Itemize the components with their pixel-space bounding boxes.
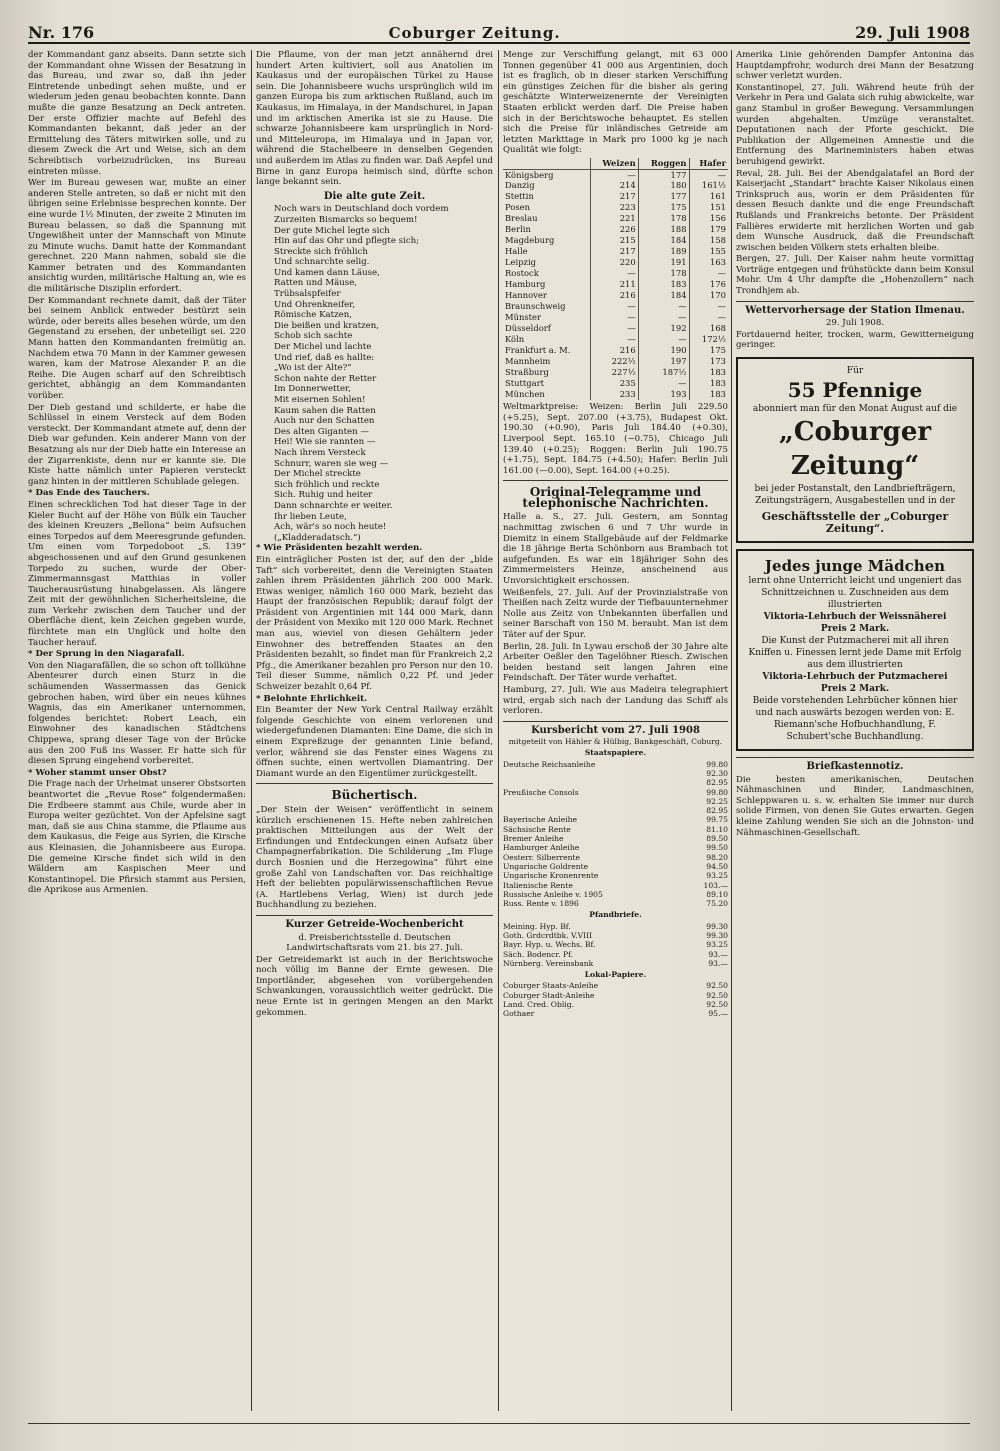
stock-price: 92.25	[706, 796, 728, 806]
grain-row	[503, 202, 728, 213]
article-paragraph: Der Getreidemarkt ist auch in der Berichtswoche noch völlig im Banne der Ernte gewesen. Die Importländer, abgesehen von vorübergehenden Schwankungen, voraussichtlich weiter gedrückt. Die neue Ernte ist in geringen Mengen an den Markt gekommen.	[256, 954, 493, 1018]
grain-price: 168	[689, 323, 728, 334]
stock-row	[503, 806, 728, 815]
grain-row	[503, 323, 728, 334]
ad-text: Beide vorstehenden Lehrbücher können hier und nach auswärts bezogen werden von: E. Riemann'sche Hofbuchhandlung, F. Schubert'sche Buchhandlung.	[752, 696, 958, 743]
section-title: Briefkastennotiz.	[806, 761, 904, 773]
grain-row	[503, 180, 728, 191]
ad-book: Viktoria-Lehrbuch der Putzmacherei	[762, 672, 948, 683]
telegram: Halle a. S., 27. Juli. Gestern, am Sonntag nachmittag zwischen 6 und 7 Uhr wurde in Diemitz in einem Stallgebäude auf der Feldmarke die 18 jährige Berta Schönborn aus Brambach tot aufgefunden. Es war ein 18jähriger Sohn des Zimmermeisters Heinze, anscheinend aus Unvorsichtigkeit erschossen.	[503, 512, 728, 587]
stock-name: Bayr. Hyp. u. Wechs. Bf.	[503, 940, 596, 950]
divider	[256, 915, 493, 916]
grain-city: Berlin	[505, 224, 531, 235]
grain-row	[503, 290, 728, 301]
stock-price: 75.20	[706, 899, 728, 909]
telegram: Bergen, 27. Juli. Der Kaiser nahm heute vormittag Vorträge entgegen und frühstückte dann beim Konsul Mohr. Um 4 Uhr dampfte die „Hohenzollern“ nach Trondhjem ab.	[736, 254, 974, 297]
article-paragraph: Von den Niagarafällen, die so schon oft tollkühne Abenteurer durch einen Sturz in die schäumenden Wassermassen das Genick gebrochen haben, wird über ein neues kühnes Wagnis, das ein Amerikaner unternommen, folgendes berichtet: Robert Leach, ein Einwohner des kanadischen Städtchens Chippewa, sprang dieser Tage von der Brücke aus den 200 Fuß ins Wasser. Er hatte sich für diesen Sprung eingehend vorbereitet.	[28, 660, 246, 767]
stock-name: Italienische Rente	[503, 880, 573, 890]
article-paragraph: der Kommandant ganz abseits. Dann setzte sich der Kommandant ohne Wissen der Besatzung in das Bureau, und zwar so, daß ihn jeder Eintretende unbedingt sehen mußte, und er wiederum jeden genau beobachten konnte. Dann mußte die ganze Besatzung an Deck antreten. Der erste Offizier machte auf Befehl des Kommandanten bekannt, daß jeder an der Ermittelung des Täters mitwirken solle, und zu diesem Zweck die Art und Weise, sich an dem Schreibtisch vorbeizudrücken, ins Bureau eintreten müsse.	[28, 50, 246, 177]
stock-name: Säch. Bodencr. Pf.	[503, 949, 574, 959]
grain-price: —	[689, 169, 728, 180]
poem-line: Noch wars in Deutschland doch vordem	[274, 204, 449, 215]
masthead	[28, 22, 970, 44]
stock-name: Preußische Consols	[503, 787, 579, 797]
grain-price: —	[638, 301, 689, 312]
ad-office: Geschäftsstelle der „Coburger Zeitung“.	[761, 510, 949, 536]
telegram: Reval, 28. Juli. Bei der Abendgalatafel an Bord der Kaiserjacht „Standart“ brachte Kaiser Nikolaus einen Trinkspruch aus, worin er dem Präsidenten für dessen Besuch dankte und die enge Freundschaft Rußlands und Frankreichs betonte. Der Präsident Fallières erwiderte mit herzlichen Worten und gab dem Wunsche Ausdruck, daß die Freundschaft zwischen beiden Völkern stets erhalten bleibe.	[736, 168, 974, 253]
article-paragraph: Ein einträglicher Posten ist der, auf den der „blde Taft“ sich vorbereitet, denn die Vereinigten Staaten zahlen ihrem Präsidenten jährlich 200 000 Mark. Etwas weniger, nämlich 160 000 Mark, bezieht das Haupt der französischen Republik; darauf folgt der Präsident von Argentinien mit 144 000 Mark, dann der Präsident von Mexiko mit 120 000 Mark. Rechnet man aus, wieviel von diesen Gehältern jeder Einwohner des betreffenden Staates an den Präsidenten bezahlt, so findet man für Frankreich 2,2 Pfg., die Amerikaner bezahlen pro Person nur den 10. Teil dieser Summe, nämlich 0,22 Pf. und jeder Schweizer bezahlt 0,64 Pf.	[256, 554, 493, 693]
poem-line: Hin auf das Ohr und pflegte sich;	[274, 236, 420, 247]
grain-row	[503, 356, 728, 367]
stock-name: Sächsische Rente	[503, 824, 571, 834]
stock-row	[503, 959, 728, 968]
newspaper-title: Coburger Zeitung.	[388, 24, 561, 42]
stock-price: 92.30	[706, 768, 728, 778]
stock-row	[503, 871, 728, 880]
stock-price: 95.—	[708, 1009, 728, 1019]
grain-city: Halle	[505, 246, 528, 257]
article-paragraph: Wer im Bureau gewesen war, mußte an einer anderen Stelle antreten, so daß er nicht mit den übrigen seine Erlebnisse besprechen konnte. Der eine wurde 1½ Minuten, der zweite 2 Minuten im Bureau belassen, so daß die Spannung mit Ungewißheit unter der Mannschaft von Minute zu Minute wuchs. Damit hatte der Kommandant gerechnet. 220 Mann nahmen, sobald sie die Kammer betraten und des Kommandanten ansichtig wurden, militärische Haltung an, wie es die militärische Disziplin erfordert.	[28, 178, 246, 295]
grain-price: 183	[638, 279, 689, 290]
grain-price: —	[590, 312, 638, 323]
grain-price: 187½	[638, 367, 689, 378]
stock-row	[503, 931, 728, 940]
grain-price: 222½	[590, 356, 638, 367]
stock-row	[503, 778, 728, 787]
section-title: Kurzer Getreide-Wochenbericht	[285, 918, 464, 930]
grain-price: 233	[590, 389, 638, 400]
ad-text: lernt ohne Unterricht leicht und ungeniert das Schnittzeichnen u. Zuschneiden aus dem illustrierten	[748, 576, 962, 611]
weather-title: Wettervorhersage der Station Ilmenau.	[745, 304, 965, 316]
stock-name: Nürnberg. Vereinsbank	[503, 958, 594, 968]
divider	[503, 480, 728, 481]
stock-price: 98.20	[706, 852, 728, 862]
ad-price: Preis 2 Mark.	[820, 684, 890, 695]
grain-price: —	[590, 334, 638, 345]
grain-price-table	[503, 158, 728, 400]
grain-price: —	[590, 169, 638, 180]
telegram: Weißenfels, 27. Juli. Auf der Provinzialstraße von Theißen nach Zeitz wurde der Tiefbauunternehmer Nolle aus Zeitz von Unbekannten überfallen und seiner Barschaft von 150 M. beraubt. Man ist dem Täter auf der Spur.	[503, 587, 728, 640]
grain-price: 163	[689, 257, 728, 268]
stock-price: 99.30	[706, 930, 728, 940]
telegram: Berlin, 28. Juli. In Lywau erschoß der 30 Jahre alte Arbeiter Oeßler den Tagelöhner Riesch. Zwischen beiden bestand seit langen Jahren eine Feindschaft. Der Täter wurde verhaftet.	[503, 641, 728, 684]
stock-row	[503, 1000, 728, 1009]
stock-row	[503, 981, 728, 990]
grain-city: Münster	[505, 312, 541, 323]
stock-row	[503, 760, 728, 769]
grain-city: Hannover	[505, 290, 547, 301]
article-heading: * Woher stammt unser Obst?	[28, 767, 167, 778]
article-paragraph: „Der Stein der Weisen“ veröffentlicht in seinem kürzlich erschienenen 15. Hefte neben zahlreichen praktischen Mitteilungen aus der Welt der Erfindungen und Entdeckungen einen Aufsatz über Champagnerfabrikation. Die Schilderung „Im Fluge durch Bosnien und die Herzegowina“ führt eine große Zahl von Landschaften vor. Das reichhaltige Heft der beliebten populärwissenschaftlichen Revue (A. Hartlebens Verlag, Wien) ist durch jede Buchhandlung zu beziehen.	[256, 804, 493, 911]
poem-line: Schon nahte der Retter	[274, 373, 377, 384]
stock-row	[503, 843, 728, 852]
grain-city: Frankfurt a. M.	[505, 345, 571, 356]
stock-price: 99.50	[706, 843, 728, 853]
stock-row	[503, 991, 728, 1000]
grain-price: 173	[689, 356, 728, 367]
stock-price: 92.50	[706, 981, 728, 991]
section-title: Büchertisch.	[331, 788, 418, 803]
poem-line: Nach ihrem Versteck	[274, 447, 366, 458]
poem-line: Sich. Ruhig und heiter	[274, 490, 373, 501]
stock-report	[503, 726, 728, 1019]
poem-line: Und schnarchte selig.	[274, 257, 370, 268]
world-market-prices: Weltmarktpreise: Weizen: Berlin Juli 229.50 (+5.25), Sept. 207.00 (+3.75), Budapest Okt. 190.30 (+0.90), Paris Juli 184.40 (+0.30), Liverpool Sept. 165.10 (−0.75), Chicago Juli 139.40 (+0.25); Roggen: Berlin Juli 190.75 (+1.75), Sept. 184.75 (+4.50); Hafer: Berlin Juli 161.00 (—0.00), Sept. 164.00 (+0.25).	[503, 402, 728, 476]
stock-row	[503, 881, 728, 890]
ad-prefix: Für	[846, 366, 864, 377]
grain-column-header: Hafer	[689, 158, 728, 169]
stock-price: 81.10	[706, 824, 728, 834]
article-paragraph: Menge zur Verschiffung gelangt, mit 63 000 Tonnen gegenüber 41 000 aus Argentinien, doch ist es fraglich, ob in dieser starken Verschiffung ein günstiges Zeichen für die bisher als gering geschätzte Winterweizenernte der Vereinigten Staaten erblickt werden darf. Die Preise haben sich in der Berichtswoche behauptet. Es stellen sich die Preise für inländisches Getreide am letzten Markttage in Mark pro 1000 kg je nach Qualität wie folgt:	[503, 50, 728, 156]
article-paragraph: Die Pflaume, von der man jetzt annähernd drei hundert Arten kultiviert, soll aus Anatolien im Kaukasus und der europäischen Türkei zu Hause sein. Die Johannisbeere wuchs ursprünglich wild im ganzen Europa bis zum arktischen Rußland, auch im Kaukasus, im Himalaya, in der Mandschurei, in Japan und im arktischen Amerika ist sie zu Hause. Die schwarze Johannisbeere kam ursprünglich in Nord- und Mitteleuropa, im Himalaya und in Japan vor, während die Stachelbeere in denselben Gegenden und außerdem im Atlas zu finden war. Daß Aepfel und Birne in ganz Europa heimisch sind, dürfte schon lange bekannt sein.	[256, 50, 493, 188]
stock-price: 93.—	[708, 958, 728, 968]
page-bottom-rule	[28, 1423, 970, 1437]
grain-price: 183	[689, 389, 728, 400]
stock-name: Land. Cred. Oblig.	[503, 1000, 574, 1010]
grain-price: 197	[638, 356, 689, 367]
issue-date: 29. Juli 1908	[855, 23, 970, 42]
divider	[503, 721, 728, 722]
poem-line: Der Michel streckte	[274, 469, 361, 480]
telegram: Hamburg, 27. Juli. Wie aus Madeira telegraphiert wird, ergab sich nach der Landung das Schiff als verloren.	[503, 684, 728, 717]
section-subtitle: d. Preisberichtsstelle d. Deutschen Landwirtschaftsrats vom 21. bis 27. Juli.	[286, 932, 463, 954]
poem	[256, 204, 493, 543]
article-paragraph: Ein Beamter der New York Central Railway erzählt folgende Geschichte von einem verlorenen und wiedergefundenen Diamanten: Eine Dame, die sich in einem Expreßzuge der genannten Linie befand, verlor, während sie das Fenster eines Wagens zu öffnen suchte, einen wertvollen Diamantring. Der Diamant wurde an den Eigentümer zurückgestellt.	[256, 705, 493, 779]
grain-price: 156	[689, 213, 728, 224]
grain-price: —	[638, 312, 689, 323]
stock-section-title: Pfandbriefe.	[589, 910, 642, 920]
column-rule	[731, 50, 732, 1411]
poem-line: Sich fröhlich und reckte	[274, 479, 380, 490]
grain-city: Leipzig	[505, 257, 537, 268]
divider	[736, 301, 974, 302]
grain-price: 227½	[590, 367, 638, 378]
grain-price: 235	[590, 378, 638, 389]
grain-price: —	[638, 334, 689, 345]
grain-price: 223	[590, 202, 638, 213]
subscription-ad	[736, 357, 974, 543]
stock-name: Coburger Staats-Anleihe	[503, 981, 599, 991]
stock-name: Russ. Rente v. 1896	[503, 899, 579, 909]
grain-price: 155	[689, 246, 728, 257]
stock-price: 99.80	[706, 759, 728, 769]
column-rule	[251, 50, 252, 1411]
grain-price: 220	[590, 257, 638, 268]
grain-price: —	[590, 268, 638, 279]
poem-line: Und rief, daß es hallte:	[274, 352, 375, 363]
grain-row	[503, 345, 728, 356]
grain-row	[503, 334, 728, 345]
grain-price: —	[689, 268, 728, 279]
grain-price: —	[638, 378, 689, 389]
grain-row	[503, 389, 728, 400]
grain-row	[503, 191, 728, 202]
weather-date: 29. Juli 1908.	[825, 318, 885, 329]
textbook-ad	[736, 549, 974, 751]
article-heading: * Das Ende des Tauchers.	[28, 488, 150, 499]
grain-price: 190	[638, 345, 689, 356]
grain-price: 183	[689, 378, 728, 389]
stock-price: 94.50	[706, 861, 728, 871]
grain-price: 170	[689, 290, 728, 301]
poem-line: Schob sich sachte	[274, 331, 353, 342]
grain-row	[503, 301, 728, 312]
divider	[256, 783, 493, 784]
grain-price: 151	[689, 202, 728, 213]
poem-line: Zurzeiten Bismarcks so bequem!	[274, 214, 418, 225]
grain-price: 188	[638, 224, 689, 235]
stock-row	[503, 890, 728, 899]
ad-text: abonniert man für den Monat August auf die	[752, 404, 958, 415]
grain-price: 175	[638, 202, 689, 213]
grain-price: 178	[638, 213, 689, 224]
stock-price: 93.—	[708, 949, 728, 959]
grain-price: 191	[638, 257, 689, 268]
weather-forecast: Fortdauernd heiter, trocken, warm, Gewitterneigung geringer.	[736, 329, 974, 351]
grain-price: 192	[638, 323, 689, 334]
stock-name: Hamburger Anleihe	[503, 843, 580, 853]
stock-price: 92.50	[706, 1000, 728, 1010]
grain-price: —	[590, 323, 638, 334]
poem-line: Der gute Michel legte sich	[274, 225, 390, 236]
grain-city: Königsberg	[505, 169, 554, 180]
grain-row	[503, 169, 728, 180]
column-rule	[498, 50, 499, 1411]
stock-price: 93.25	[706, 940, 728, 950]
stock-row	[503, 853, 728, 862]
poem-line: Kaum sahen die Ratten	[274, 405, 376, 416]
stock-price: 103.—	[703, 880, 728, 890]
grain-city: Posen	[505, 202, 530, 213]
column-3	[503, 50, 728, 1411]
stock-row	[503, 834, 728, 843]
grain-city: Düsseldorf	[505, 323, 551, 334]
ad-text: bei jeder Postanstalt, den Landbriefträgern, Zeitungsträgern, Ausgabestellen und in der	[754, 484, 956, 507]
stock-name: Russische Anleihe v. 1905	[503, 889, 603, 899]
grain-city: Köln	[505, 334, 525, 345]
poem-line: Auch nur den Schatten	[274, 416, 375, 427]
grain-row	[503, 224, 728, 235]
grain-price: 216	[590, 345, 638, 356]
poem-line: Ratten und Mäuse,	[274, 278, 358, 289]
grain-price: 216	[590, 290, 638, 301]
grain-city: Hamburg	[505, 279, 546, 290]
grain-price: 176	[689, 279, 728, 290]
grain-price: 184	[638, 290, 689, 301]
article-paragraph: Die Frage nach der Urheimat unserer Obstsorten beantwortet die „Revue Rose“ folgendermaßen: Die Erdbeere stammt aus Chile, wurde aber in Europa weiter gezüchtet. Von der Apfelsine sagt man, daß sie aus China stamme, die Pflaume aus dem Kaukasus, die Feige aus Syrien, die Kirsche aus Kleinasien, die Johannisbeere aus Europa. Die gemeine Kirsche findet sich wild in den Wäldern am Kaspischen Meer und Konstantinopel. Die Pfirsich stammt aus Persien, die Aprikose aus Armenien.	[28, 779, 246, 896]
stock-price: 99.80	[706, 787, 728, 797]
grain-city: Stuttgart	[505, 378, 544, 389]
poem-line: „Wo ist der Alte?“	[274, 363, 352, 374]
column-1	[28, 50, 246, 1411]
stock-name: Bayerische Anleihe	[503, 815, 578, 825]
article-paragraph: Der Dieb gestand und schilderte, er habe die Schlüssel in einem Versteck auf dem Boden versteckt. Der Kommandant atmete auf, denn der Dieb war gefunden. Kein anderer Mann von der Besatzung als nur der Dieb hatte ein Interesse an der Zigarrenkiste, denn nur er kannte sie. Die Kiste hatte nämlich unter Papieren versteckt ganz hinten in der mittleren Schublade gelegen.	[28, 402, 246, 487]
grain-price: 180	[638, 180, 689, 191]
poem-line: Streckte sich fröhlich	[274, 246, 368, 257]
divider	[736, 757, 974, 758]
section-title: Original-Telegramme und telephonische Nachrichten.	[522, 485, 709, 510]
grain-column-header: Roggen	[638, 158, 689, 169]
poem-line: („Kladderadatsch.“)	[274, 532, 361, 543]
article-paragraph: Einen schrecklichen Tod hat dieser Tage in der Kieler Bucht auf der Höhe von Bülk ein Taucher des kleinen Kreuzers „Bellona“ beim Aufsuchen eines Torpedos auf dem Meeresgrunde gefunden. Um einen vom Torpedoboot „S. 139“ abgeschossenen und auf den Grund gesunkenen Torpedo zu suchen, wurde der Ober-Zimmermannsgast Matthias in voller Taucherausrüstung hinabgelassen. Als längere Zeit mit der gewöhnlichen Sicherheitsleine, die zum Verkehr zwischen dem Taucher und der Oberfläche dient, kein Zeichen gegeben wurde, fürchtete man ein Unglück und holte den Taucher herauf.	[28, 499, 246, 648]
grain-price: 215	[590, 235, 638, 246]
stock-price: 89.50	[706, 834, 728, 844]
stock-section-title: Staatspapiere.	[584, 748, 647, 758]
poem-line: Im Donnerwetter,	[274, 384, 351, 395]
ad-headline: Jedes junge Mädchen	[764, 557, 946, 576]
article-paragraph: Der Kommandant rechnete damit, daß der Täter bei seinem Anblick entweder bestürzt sein würde, oder bereits alles besehen würde, um den Gegenstand zu ersehen, der unbeteiligt sei. 220 Mann hatten den Kommandanten freimütig an. Nachdem etwa 70 Mann in der Kammer gewesen waren, kam der Matrose Alexander P. an die Reihe. Die Augen scharf auf den Schreibtisch gerichtet, abhängig an dem Kommandanten vorüber.	[28, 295, 246, 401]
poem-line: Des alten Giganten —	[274, 426, 369, 437]
grain-price: 177	[638, 169, 689, 180]
grain-price: 161½	[689, 180, 728, 191]
poem-line: Und Ohrenkneifer,	[274, 299, 356, 310]
stock-price: 82.95	[706, 778, 728, 788]
stock-name: Gothaer	[503, 1009, 535, 1019]
grain-row	[503, 378, 728, 389]
grain-city: Braunschweig	[505, 301, 566, 312]
stock-price: 93.25	[706, 871, 728, 881]
stock-row	[503, 940, 728, 949]
grain-row	[503, 213, 728, 224]
stock-name: Ungarische Kronenrente	[503, 871, 599, 881]
grain-price: 217	[590, 191, 638, 202]
grain-price: 193	[638, 389, 689, 400]
grain-city: Magdeburg	[505, 235, 555, 246]
grain-price: 175	[689, 345, 728, 356]
grain-row	[503, 312, 728, 323]
stock-report-source: mitgeteilt von Hähler & Hülbig, Bankgeschäft, Coburg.	[508, 737, 723, 747]
stock-row	[503, 769, 728, 778]
poem-line: Hei! Wie sie rannten —	[274, 437, 376, 448]
stock-row	[503, 862, 728, 871]
grain-row	[503, 279, 728, 290]
grain-price: 221	[590, 213, 638, 224]
stock-price: 82.95	[706, 806, 728, 816]
poem-line: Und kamen dann Läuse,	[274, 267, 380, 278]
grain-city: Rostock	[505, 268, 539, 279]
grain-column-header	[503, 158, 590, 169]
grain-city: Breslau	[505, 213, 538, 224]
column-2	[256, 50, 493, 1411]
article-heading: * Der Sprung in den Niagarafall.	[28, 649, 185, 660]
article-paragraph: Amerika Linie gehörenden Dampfer Antonina das Hauptdampfrohr, wodurch drei Mann der Besatzung schwer verletzt wurden.	[736, 50, 974, 82]
stock-row	[503, 788, 728, 797]
grain-row	[503, 268, 728, 279]
stock-row	[503, 797, 728, 806]
grain-price: 172½	[689, 334, 728, 345]
grain-price: 177	[638, 191, 689, 202]
grain-price: —	[689, 312, 728, 323]
stock-row	[503, 815, 728, 824]
stock-name: Bremer Anleihe	[503, 834, 564, 844]
ad-price: Preis 2 Mark.	[820, 624, 890, 635]
ad-book: Viktoria-Lehrbuch der Weissnäherei	[763, 612, 947, 623]
article-heading: * Wie Präsidenten bezahlt werden.	[256, 543, 423, 554]
grain-price: 226	[590, 224, 638, 235]
poem-line: Der Michel und lachte	[274, 342, 372, 353]
stock-price: 92.50	[706, 990, 728, 1000]
grain-price: 184	[638, 235, 689, 246]
grain-city: Straßburg	[505, 367, 549, 378]
grain-city: Mannheim	[505, 356, 551, 367]
ad-price: 55 Pfennige	[787, 378, 923, 403]
poem-line: Ach, wär's so noch heute!	[274, 522, 387, 533]
grain-price: 161	[689, 191, 728, 202]
poem-title: Die alte gute Zeit.	[323, 190, 426, 202]
stock-price: 99.30	[706, 921, 728, 931]
grain-price: 211	[590, 279, 638, 290]
poem-line: Römische Katzen,	[274, 310, 352, 321]
stock-name: Coburger Stadt-Anleihe	[503, 990, 595, 1000]
grain-price: —	[689, 301, 728, 312]
stock-price: 99.75	[706, 815, 728, 825]
grain-price: —	[590, 301, 638, 312]
grain-price: 179	[689, 224, 728, 235]
grain-price: 189	[638, 246, 689, 257]
column-4	[736, 50, 974, 1411]
grain-city: Stettin	[505, 191, 534, 202]
stock-name: Oesterr. Silberrente	[503, 852, 581, 862]
grain-row	[503, 257, 728, 268]
grain-column-header: Weizen	[590, 158, 638, 169]
grain-price: 183	[689, 367, 728, 378]
grain-city: Danzig	[505, 180, 535, 191]
poem-line: Dann schnarchte er weiter.	[274, 500, 393, 511]
stock-row	[503, 825, 728, 834]
stock-name: Deutsche Reichsanleihe	[503, 759, 596, 769]
grain-price: 214	[590, 180, 638, 191]
stock-row	[503, 899, 728, 908]
grain-price: 158	[689, 235, 728, 246]
ad-text: Die Kunst der Putzmacherei mit all ihren Kniffen u. Finessen lernt jede Dame mit Erfolg aus dem illustrierten	[748, 636, 962, 671]
stock-row	[503, 922, 728, 931]
grain-row	[503, 246, 728, 257]
poem-line: Die beißen und kratzen,	[274, 320, 379, 331]
poem-line: Ihr lieben Leute,	[274, 511, 347, 522]
ad-newspaper-title: „Coburger Zeitung“	[778, 417, 932, 482]
article-heading: * Belohnte Ehrlichkeit.	[256, 693, 368, 704]
telegram: Konstantinopel, 27. Juli. Während heute früh der Verkehr in Pera und Galata sich ruhig abwickelte, war ganz Stambul in großer Bewegung. Versammlungen wurden abgehalten. Umzüge veranstaltet. Deputationen nach der Pforte geschickt. Die Publikation der Allgemeinen Amnestie und die Entfernung des Marineministers haben etwas beruhigend gewirkt.	[736, 82, 974, 167]
grain-price: 178	[638, 268, 689, 279]
grain-row	[503, 235, 728, 246]
stock-name: Goth. Grdcrdtbk. V.VIII	[503, 930, 593, 940]
article-paragraph: Die besten amerikanischen, Deutschen Nähmaschinen und Binder, Landmaschinen, Schleppwaren u. s. w. erhalten Sie immer nur durch solide Firmen, von denen Sie Gutes erwarten. Gegen kleine Zahlung wenden Sie sich an die Johnston- und Nähmaschinen-Gesellschaft.	[736, 774, 974, 838]
grain-row	[503, 367, 728, 378]
stock-row	[503, 1009, 728, 1018]
stock-section-title: Lokal-Papiere.	[584, 970, 647, 980]
stock-name: Meining. Hyp. Bf.	[503, 921, 571, 931]
stock-price: 89.10	[706, 889, 728, 899]
poem-line: Schnurr, waren sie weg —	[274, 458, 389, 469]
grain-city: München	[505, 389, 545, 400]
grain-price: 217	[590, 246, 638, 257]
stock-report-title: Kursbericht vom 27. Juli 1908	[531, 724, 700, 736]
stock-name: Ungarische Goldrente	[503, 861, 589, 871]
issue-number: Nr. 176	[28, 23, 95, 42]
poem-line: Mit eisernen Sohlen!	[274, 395, 366, 405]
poem-line: Trübsalspfeifer	[274, 289, 341, 300]
stock-row	[503, 950, 728, 959]
